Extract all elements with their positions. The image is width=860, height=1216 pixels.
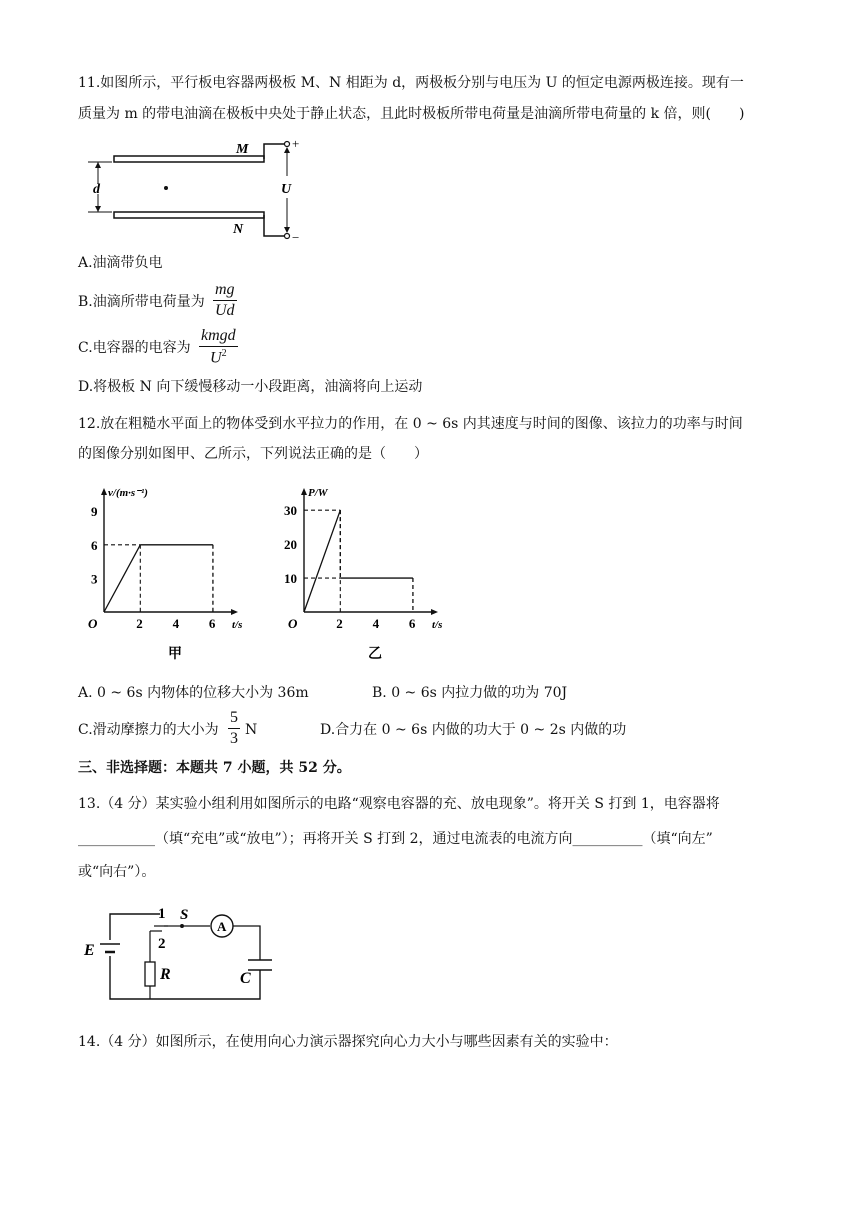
q11-option-c-fraction: [199, 327, 238, 367]
contact-2-label: 2: [158, 936, 166, 952]
capacitor-figure: [78, 136, 308, 246]
y-tick-label: 9: [91, 504, 98, 520]
q12-option-c-fraction: [228, 709, 240, 748]
distance-d-label: d: [93, 182, 100, 197]
power-time-chart: [282, 482, 462, 662]
ammeter-a-label: A: [217, 919, 227, 934]
plate-n-label: N: [233, 222, 244, 237]
origin-label: O: [88, 616, 98, 631]
rc-circuit-figure: [82, 900, 282, 1005]
y-axis-label: v/(m·s⁻¹): [108, 487, 148, 499]
y-axis-arrow: [301, 488, 307, 495]
x-tick-label: 6: [208, 616, 216, 631]
resistor-r-label: R: [160, 966, 171, 983]
q12-option-c-text: C.滑动摩擦力的大小为: [78, 722, 219, 738]
x-axis-arrow: [431, 609, 438, 615]
data-segment: [104, 545, 140, 612]
y-tick-label: 3: [91, 571, 98, 587]
fraction-denominator: 3: [230, 730, 238, 747]
q11-option-b-text: B.油滴所带电荷量为: [78, 294, 205, 310]
q13-stem-line1: 13.（4 分）某实验小组利用如图所示的电路“观察电容器的充、放电现象”。将开关 S 打到 1，电容器将: [78, 796, 720, 812]
fraction-denominator: Ud: [215, 302, 235, 319]
x-tick-label: 4: [172, 616, 180, 631]
y-tick-label: 10: [284, 571, 297, 587]
q14-stem-line1: 14.（4 分）如图所示，在使用向心力演示器探究向心力大小与哪些因素有关的实验中：: [78, 1034, 618, 1050]
y-tick-label: 30: [284, 503, 297, 519]
chart-caption: 乙: [368, 647, 382, 662]
x-tick-label: 6: [408, 616, 416, 631]
contact-1-label: 1: [158, 906, 166, 922]
fraction-numerator: mg: [215, 281, 235, 298]
x-axis-arrow: [231, 609, 238, 615]
q11-stem-line1: 11.如图所示，平行板电容器两极板 M、N 相距为 d，两极板分别与电压为 U 的恒定电源两极连接。现有一: [78, 75, 744, 91]
plate-m-label: M: [236, 142, 249, 157]
y-axis-arrow: [101, 488, 107, 495]
fraction-denominator-exponent: 2: [221, 348, 227, 359]
q11-option-d: D.将极板 N 向下缓慢移动一小段距离，油滴将向上运动: [78, 379, 423, 395]
q13-stem-line3: 或“向右”）。: [78, 864, 156, 880]
q12-option-a: A. 0 ~ 6s 内物体的位移大小为 36m: [78, 685, 309, 701]
velocity-time-chart: [82, 482, 252, 662]
switch-s-label: S: [180, 907, 189, 923]
q11-option-a: A.油滴带负电: [78, 255, 163, 271]
q11-option-c-text: C.电容器的电容为: [78, 340, 191, 356]
capacitor-c-label: C: [240, 970, 251, 987]
x-tick-label: 4: [372, 616, 380, 631]
q11-stem-line2: 质量为 m 的带电油滴在极板中央处于静止状态，且此时极板所带电荷量是油滴所带电荷量的 k 倍，则( ): [78, 106, 745, 122]
x-axis-label: t/s: [432, 619, 443, 631]
y-tick-label: 6: [91, 537, 98, 553]
q12-option-b: B. 0 ~ 6s 内拉力做的功为 70J: [372, 685, 568, 701]
q12-stem-line1: 12.放在粗糙水平面上的物体受到水平拉力的作用，在 0 ~ 6s 内其速度与时间的图像、该拉力的功率与时间: [78, 416, 743, 432]
fraction-numerator: kmgd: [201, 327, 236, 344]
minus-sign: −: [292, 230, 300, 245]
q12-stem-line2: 的图像分别如图甲、乙所示，下列说法正确的是（ ）: [78, 446, 428, 462]
y-tick-label: 20: [284, 537, 297, 553]
chart-caption: 甲: [168, 647, 182, 662]
x-axis-label: t/s: [232, 619, 243, 631]
fraction-numerator: 5: [230, 709, 238, 726]
q11-option-b-fraction: [213, 281, 237, 320]
y-axis-label: P/W: [308, 487, 328, 499]
q12-option-c-unit: N: [245, 722, 258, 738]
fraction-denominator: U: [210, 349, 222, 367]
oil-drop-dot: [164, 186, 168, 190]
data-segment: [304, 510, 340, 612]
section-heading: 三、非选择题：本题共 7 小题，共 52 分。: [78, 760, 351, 776]
origin-label: O: [288, 616, 298, 631]
plus-sign: +: [292, 136, 300, 151]
voltage-u-label: U: [281, 182, 292, 197]
x-tick-label: 2: [136, 616, 143, 631]
x-tick-label: 2: [336, 616, 343, 631]
battery-e-label: E: [84, 942, 95, 959]
q13-stem-line2: ___________（填“充电”或“放电”）；再将开关 S 打到 2，通过电流表的电流方向__________（填“向左”: [78, 831, 713, 847]
q12-option-d: D.合力在 0 ~ 6s 内做的功大于 0 ~ 2s 内做的功: [320, 722, 627, 738]
